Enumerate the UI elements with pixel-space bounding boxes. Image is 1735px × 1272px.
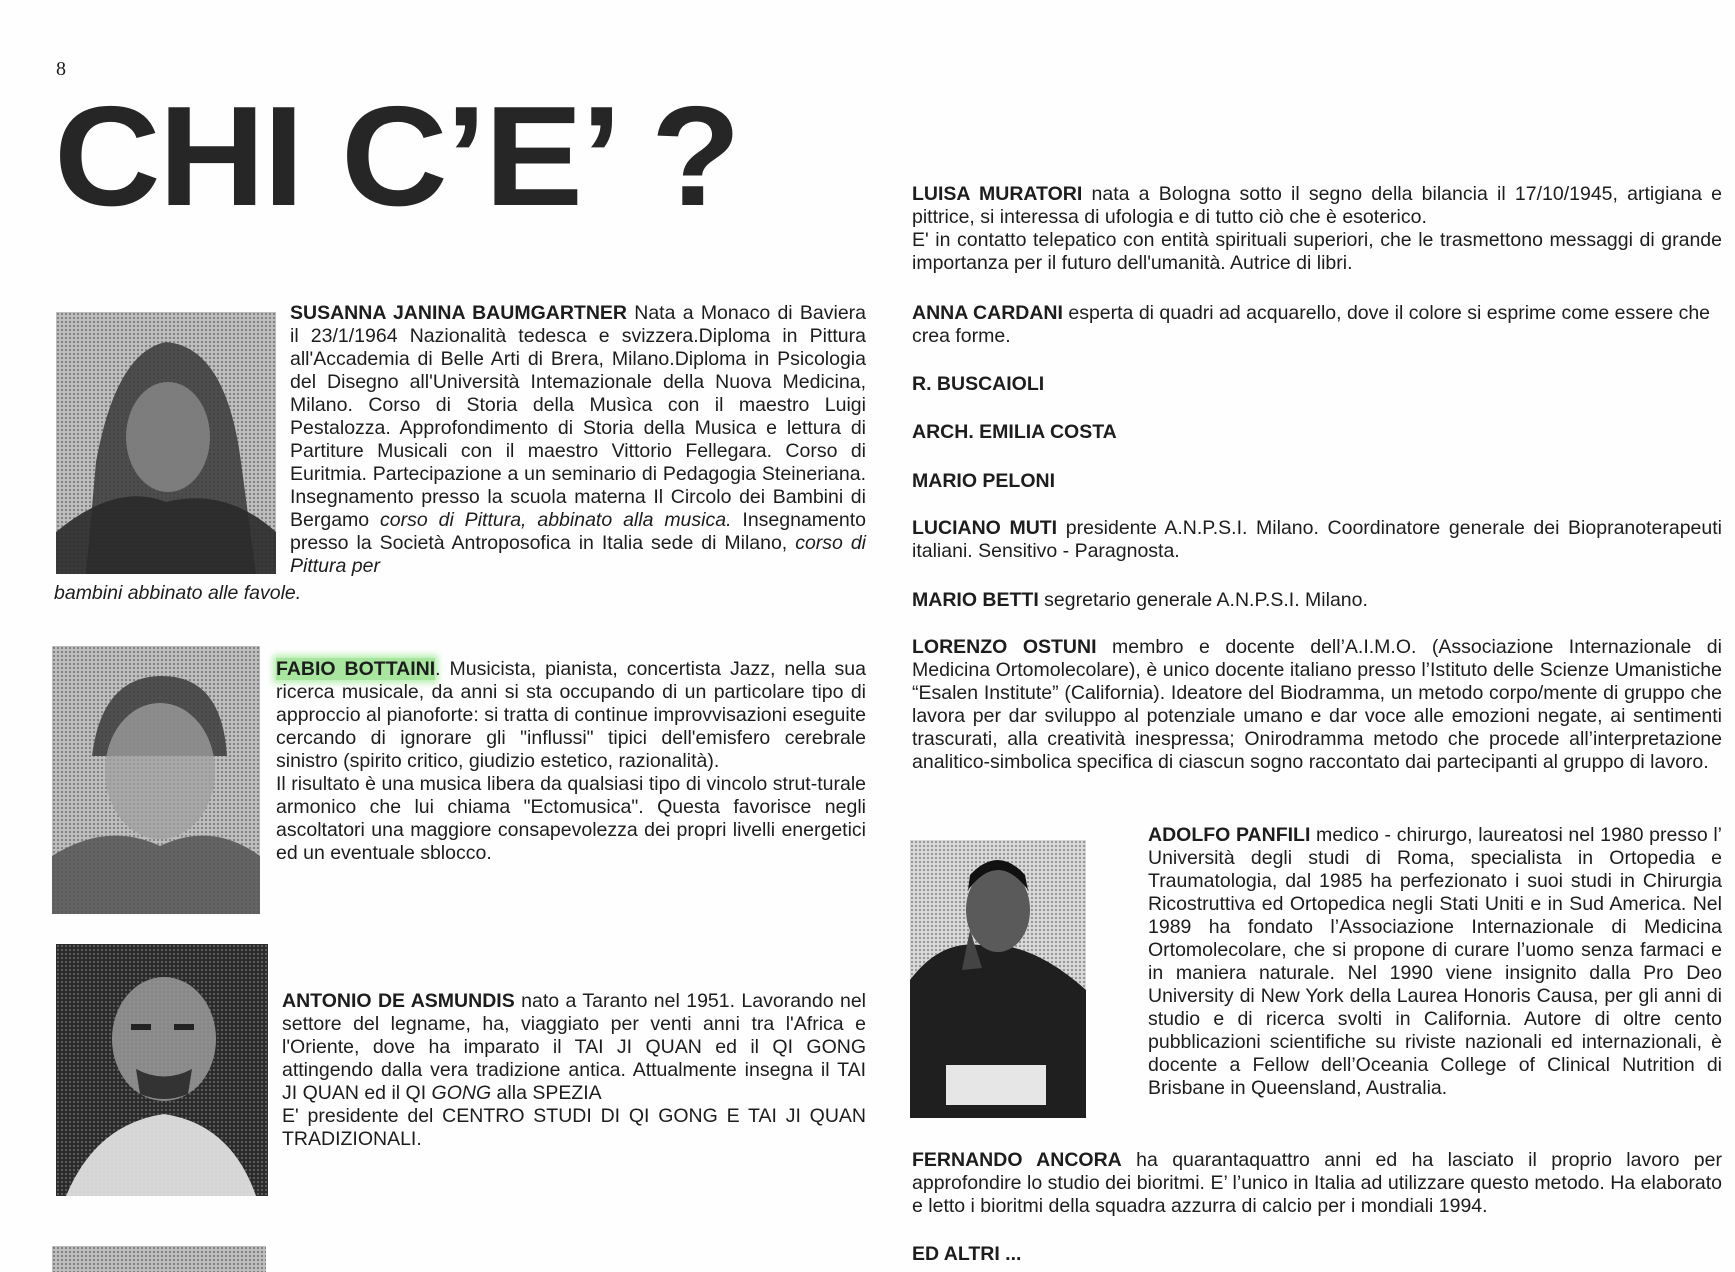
bio-ostuni: LORENZO OSTUNI membro e docente dell’A.I.M.O. (Associazione Internazionale di Medicina Ortomolecolare), è unico docente italiano presso l’Istituto delle Scienze Umanistiche “Esalen Institute” (California). Ideatore del Biodramma, un metodo corpo/mente di gruppo che lavora per dar sviluppo al potenziale umano e dar voce alle emozioni negate, ai sentimenti trascurati, alla creatività inespressa; Onirodramma metodo che procede all’interpretazione analitico-simbolica specifica di ciascun sogno raccontato dai partecipanti al gruppo di lavoro. xyxy=(912,636,1722,773)
name-cardani: ANNA CARDANI xyxy=(912,302,1063,324)
portrait-baumgartner xyxy=(56,312,276,574)
bio-betti: MARIO BETTI segretario generale A.N.P.S.I. Milano. xyxy=(912,589,1368,611)
bio-cardani: ANNA CARDANI esperta di quadri ad acquarello, dove il colore si esprime come essere che crea forme. xyxy=(912,302,1711,347)
page-number: 8 xyxy=(56,58,66,80)
name-peloni: MARIO PELONI xyxy=(912,470,1056,492)
name-asmundis: ANTONIO DE ASMUNDIS xyxy=(282,990,515,1012)
page-title: CHI C’E’ ? xyxy=(54,77,739,236)
name-muratori: LUISA MURATORI xyxy=(912,183,1083,205)
bio-muti: LUCIANO MUTI presidente A.N.P.S.I. Milano. Coordinatore generale dei Biopranoterapeuti italiani. Sensitivo - Paragnosta. xyxy=(912,517,1722,562)
name-costa: ARCH. EMILIA COSTA xyxy=(912,421,1117,443)
bio-baumgartner-overhang: bambini abbinato alle favole. xyxy=(54,582,302,604)
name-ancora: FERNANDO ANCORA xyxy=(912,1149,1122,1171)
bio-asmundis: ANTONIO DE ASMUNDIS nato a Taranto nel 1951. Lavorando nel settore del legname, ha, viaggiato per venti anni tra l'Africa e l'Oriente, dove ha imparato il TAI JI QUAN ed il QI GONG attingendo dalla vera tradizione antica. Attualmente insegna il TAI JI QUAN ed il QI GONG alla SPEZIA E' presidente del CENTRO STUDI DI QI GONG E TAI JI QUAN TRADIZIONALI. xyxy=(282,990,866,1150)
portrait-partial-bottom xyxy=(52,1246,266,1272)
name-ostuni: LORENZO OSTUNI xyxy=(912,636,1097,658)
bio-panfili: ADOLFO PANFILI medico - chirurgo, laureatosi nel 1980 presso l’ Università degli studi di Roma, specialista in Ortopedia e Traumatologia, dal 1985 ha perfezionato i suoi studi in Chirurgia Ricostruttiva ed Ortopedica negli Stati Uniti e in Sud America. Nel 1989 ha fondato l’Associazione Internazionale di Medicina Ortomolecolare, che si propone di curare l’uomo senza farmaci e in maniera naturale. Nel 1990 viene insignito dalla Pro Deo University di New York della Laurea Honoris Causa, per gli anni di studio e di ricerca svolti in California. Autore di oltre cento pubblicazioni scientifiche su riviste nazionali ed internazionali, è docente a Fellow dell’Oceania College of Clinical Nutrition di Brisbane in Queensland, Australia. xyxy=(1148,824,1723,1099)
portrait-panfili xyxy=(910,840,1086,1118)
portrait-asmundis xyxy=(56,944,268,1196)
name-muti: LUCIANO MUTI xyxy=(912,517,1058,539)
bio-ancora: FERNANDO ANCORA ha quarantaquattro anni ed ha lasciato il proprio lavoro per approfondire lo studio dei bioritmi. E’ l’unico in Italia ad utilizzare questo metodo. Ha elaborato e letto i bioritmi della squadra azzurra di calcio per i mondiali 1994. xyxy=(912,1149,1722,1217)
name-panfili: ADOLFO PANFILI xyxy=(1148,824,1311,846)
others-label: ED ALTRI ... xyxy=(912,1243,1022,1265)
bio-bottaini: FABIO BOTTAINI. Musicista, pianista, concertista Jazz, nella sua ricerca musicale, da anni si sta occupando di un particolare tipo di approccio al pianoforte: si tratta di continue improvvisazioni eseguite cercando di ignorare gli "influssi" tipici dell'emisfero cerebrale sinistro (spirito critico, giudizio estetico, razionalità). Il risultato è una musica libera da qualsiasi tipo di vincolo strut-turale armonico che lui chiama "Ectomusica". Questa favorisce negli ascoltatori una maggiore consapevolezza dei propri livelli energetici ed un eventuale sblocco. xyxy=(276,658,866,864)
name-bottaini: FABIO BOTTAINI xyxy=(276,658,436,680)
name-betti: MARIO BETTI xyxy=(912,589,1039,611)
name-buscaioli: R. BUSCAIOLI xyxy=(912,373,1045,395)
name-baumgartner: SUSANNA JANINA BAUMGARTNER xyxy=(290,302,627,324)
bio-muratori: LUISA MURATORI nata a Bologna sotto il segno della bilancia il 17/10/1945, artigiana e pittrice, si interessa di ufologia e di tutto ciò che è esoterico. E' in contatto telepatico con entità spirituali superiori, che le trasmettono messaggi di grande importanza per il futuro dell'umanità. Autrice di libri. xyxy=(912,183,1723,274)
bio-baumgartner: SUSANNA JANINA BAUMGARTNER Nata a Monaco di Baviera il 23/1/1964 Nazionalità tedesca e svizzera.Diploma in Pittura all'Accademia di Belle Arti di Brera, Milano.Diploma in Psicologia del Disegno all'Università Intemazionale della Nuova Medicina, Milano. Corso di Storia della Musìca con il maestro Luigi Pestalozza. Approfondimento di Storia della Musica e lettura di Partiture Musicali con il maestro Vittorio Fellegara. Corso di Euritmia. Partecipazione a un seminario di Pedagogia Steineriana. Insegnamento presso la scuola materna Il Circolo dei Bambini di Bergamo corso di Pittura, abbinato alla musica. Insegnamento presso la Società Antroposofica in Italia sede di Milano, corso di Pittura per xyxy=(290,302,867,577)
portrait-bottaini xyxy=(52,646,260,914)
